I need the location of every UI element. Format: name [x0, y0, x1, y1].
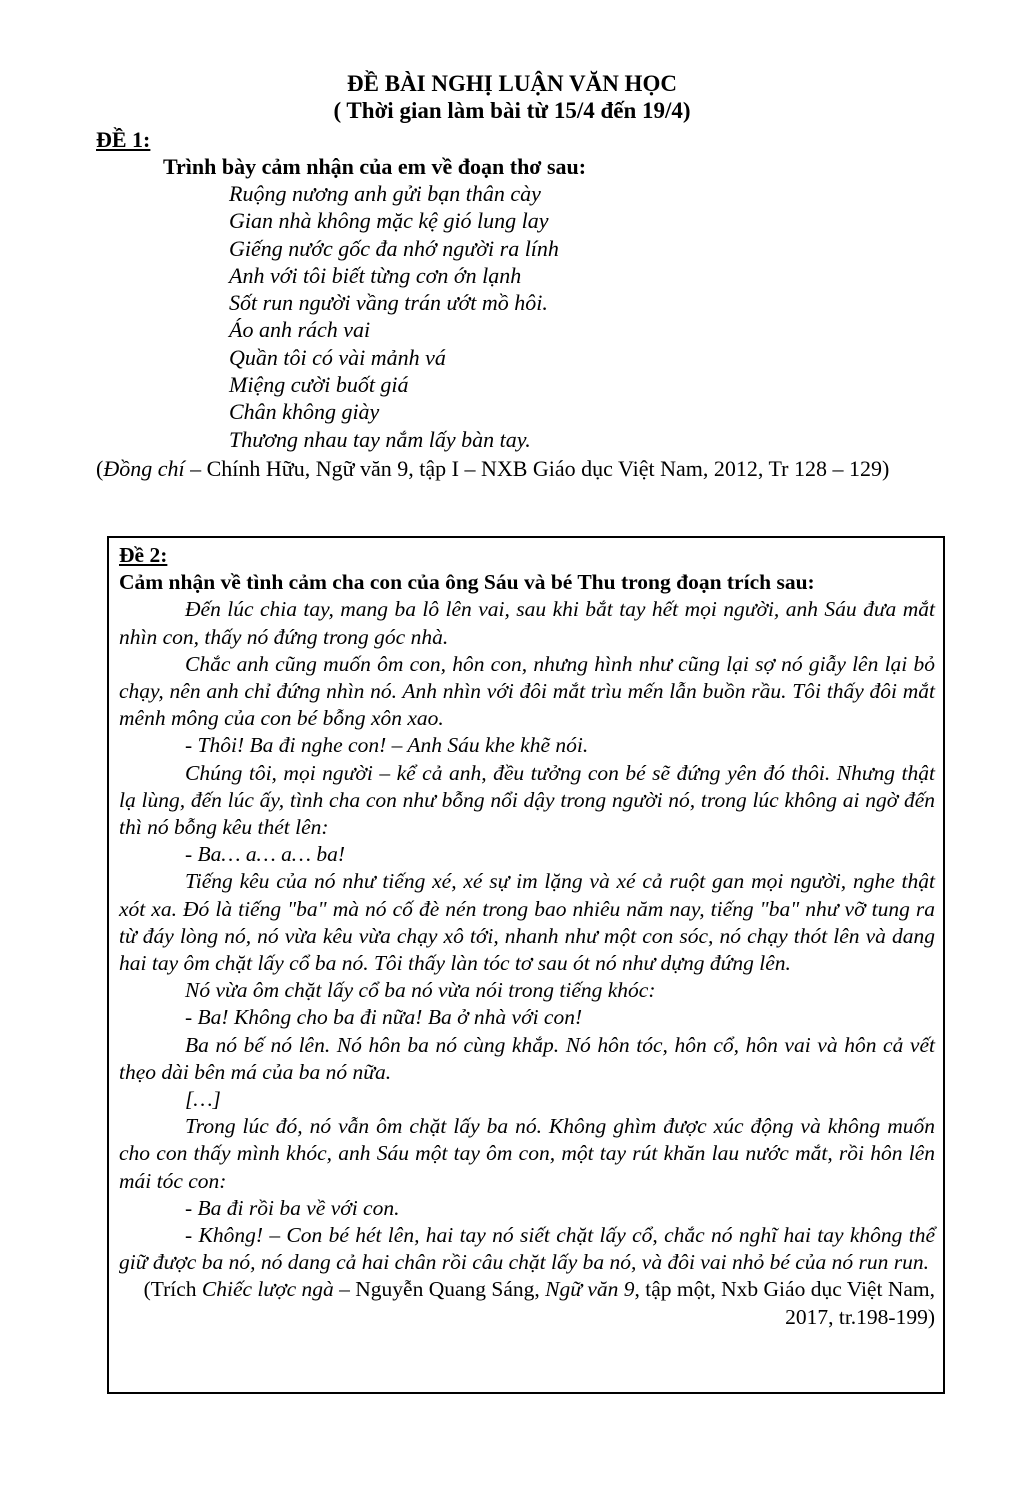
poem	[229, 180, 929, 453]
de2-prompt: Cảm nhận về tình cảm cha con của ông Sáu và bé Thu trong đoạn trích sau:	[119, 570, 815, 595]
excerpt-dialogue: - Ba đi rồi ba về với con.	[185, 1195, 400, 1220]
poem-line: Thương nhau tay nắm lấy bàn tay.	[229, 426, 531, 452]
source-author: – Nguyễn Quang Sáng,	[333, 1277, 546, 1302]
excerpt-paragraph: Nó vừa ôm chặt lấy cổ ba nó vừa nói trong tiếng khóc:	[185, 978, 656, 1003]
excerpt-paragraph: Chắc anh cũng muốn ôm con, hôn con, nhưng hình như cũng lại sợ nó giẫy lên lại bỏ chạy, nên anh chỉ đứng nhìn nó. Anh nhìn với đôi mắt trìu mến lẫn buồn rầu. Tôi thấy đôi mắt mênh mông của con bé bỗng xôn xao.	[119, 651, 935, 731]
poem-line: Chân không giày	[229, 399, 380, 425]
de2-box	[107, 536, 945, 1394]
time-period: ( Thời gian làm bài từ 15/4 đến 19/4)	[333, 98, 691, 123]
de1-label: ĐỀ 1:	[96, 127, 151, 152]
excerpt-dialogue: - Ba… a… a… ba!	[185, 842, 346, 867]
poem-line: Áo anh rách vai	[229, 317, 371, 343]
source-title: Đồng chí	[103, 456, 185, 481]
excerpt-paragraph: Ba nó bế nó lên. Nó hôn ba nó cùng khắp. Nó hôn tóc, hôn cổ, hôn vai và hôn cả vết thẹo dài bên má của ba nó nữa.	[119, 1032, 935, 1084]
excerpt-paragraph: - Không! – Con bé hét lên, hai tay nó siết chặt lấy cổ, chắc nó nghĩ hai tay không thể giữ được ba nó, nó dang cả hai chân rồi câu chặt lấy ba nó, và đôi vai nhỏ bé của nó run run.	[119, 1223, 935, 1275]
excerpt-paragraph: Chúng tôi, mọi người – kể cả anh, đều tưởng con bé sẽ đứng yên đó thôi. Nhưng thật lạ lùng, đến lúc ấy, tình cha con như bỗng nổi dậy trong người nó, trong lúc không ai ngờ đến thì nó bỗng kêu thét lên:	[119, 760, 935, 840]
poem-line: Miệng cười buốt giá	[229, 372, 409, 398]
source-open: (	[96, 456, 104, 481]
poem-line: Ruộng nương anh gửi bạn thân cày	[229, 181, 541, 206]
excerpt-dialogue: - Ba! Không cho ba đi nữa! Ba ở nhà với con!	[185, 1005, 583, 1030]
poem-line: Anh với tôi biết từng cơn ớn lạnh	[229, 262, 522, 288]
poem-line: Giếng nước gốc đa nhớ người ra lính	[229, 235, 559, 261]
excerpt-dialogue: - Thôi! Ba đi nghe con! – Anh Sáu khe khẽ nói.	[185, 733, 589, 758]
de2-label: Đề 2:	[119, 543, 168, 567]
de2-content	[119, 542, 935, 1331]
source-book: Ngữ văn 9	[545, 1277, 635, 1302]
poem-line: Gian nhà không mặc kệ gió lung lay	[229, 208, 549, 234]
de2-source	[119, 1276, 935, 1330]
excerpt-ellipsis: […]	[185, 1087, 221, 1112]
excerpt-paragraph: Tiếng kêu của nó như tiếng xé, xé sự im lặng và xé cả ruột gan mọi người, nghe thật xót xa. Đó là tiếng "ba" mà nó cố đè nén trong bao nhiêu năm nay, tiếng "ba" như vỡ tung ra từ đáy lòng nó, nó vừa kêu vừa chạy xô tới, nhanh như một con sóc, nó chạy thót lên và dang hai tay ôm chặt lấy cổ ba nó. Tôi thấy làn tóc tơ sau ót nó như dựng đứng lên.	[119, 869, 935, 976]
document-title: ĐỀ BÀI NGHỊ LUẬN VĂN HỌC	[347, 71, 677, 96]
poem-line: Sốt run người vầng trán ướt mồ hôi.	[229, 290, 548, 316]
source-rest: , tập một, Nxb Giáo dục Việt Nam, 2017, tr.198-199)	[634, 1277, 935, 1329]
poem-line: Quần tôi có vài mảnh vá	[229, 344, 446, 370]
de1-source	[96, 455, 940, 482]
source-title: Chiếc lược ngà	[201, 1277, 334, 1302]
excerpt-paragraph: Đến lúc chia tay, mang ba lô lên vai, sau khi bắt tay hết mọi người, anh Sáu đưa mắt nhìn con, thấy nó đứng trong góc nhà.	[119, 597, 935, 649]
source-rest: – Chính Hữu, Ngữ văn 9, tập I – NXB Giáo dục Việt Nam, 2012, Tr 128 – 129)	[184, 456, 890, 481]
excerpt-paragraph: Trong lúc đó, nó vẫn ôm chặt lấy ba nó. Không ghìm được xúc động và không muốn cho con thấy mình khóc, anh Sáu một tay ôm con, một tay rút khăn lau nước mắt, rồi hôn lên mái tóc con:	[119, 1114, 935, 1193]
de1-prompt: Trình bày cảm nhận của em về đoạn thơ sau:	[163, 154, 587, 179]
source-open: (Trích	[143, 1277, 202, 1302]
